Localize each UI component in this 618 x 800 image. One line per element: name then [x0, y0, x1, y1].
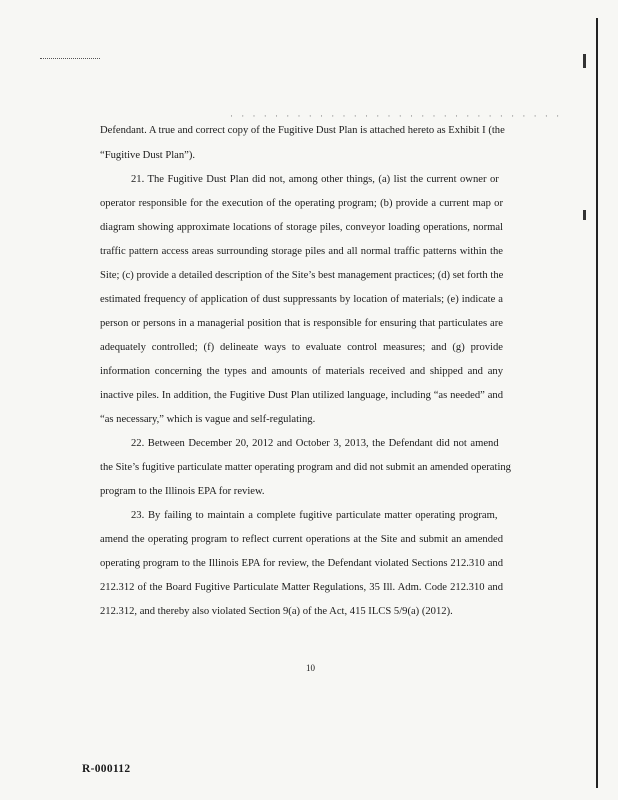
scan-noise: · · · · · · · · · · · · · · · · · · · · · · · · · · · · · ·	[230, 111, 563, 121]
body-line: estimated frequency of application of dust suppressants by location of materials; (e) indicate a	[100, 294, 503, 305]
body-line: diagram showing approximate locations of storage piles, conveyor loading operations, normal	[100, 222, 503, 233]
body-line: traffic pattern access areas surrounding storage piles and all normal traffic patterns within the	[100, 246, 503, 257]
body-line: person or persons in a managerial position that is responsible for ensuring that particulates are	[100, 318, 503, 329]
bates-number: R-000112	[82, 763, 131, 775]
body-line: Site; (c) provide a detailed description of the Site’s best management practices; (d) set forth the	[100, 270, 504, 281]
scan-edge-tick	[583, 210, 586, 220]
paragraph-21-line: 21. The Fugitive Dust Plan did not, among other things, (a) list the current owner or	[131, 174, 499, 185]
body-line: adequately controlled; (f) delineate ways to evaluate control measures; and (g) provide	[100, 342, 503, 353]
body-line: amend the operating program to reflect current operations at the Site and submit an amended	[100, 534, 503, 545]
body-line: information concerning the types and amounts of materials received and shipped and any	[100, 366, 503, 377]
body-line: “as necessary,” which is vague and self-regulating.	[100, 414, 316, 425]
paragraph-23-line: 23. By failing to maintain a complete fugitive particulate matter operating program,	[131, 510, 498, 521]
scan-edge-line	[596, 18, 598, 788]
body-line: inactive piles. In addition, the Fugitive Dust Plan utilized language, including “as needed” and	[100, 390, 503, 401]
page-number: 10	[306, 663, 315, 673]
paragraph-22-line: 22. Between December 20, 2012 and October 3, 2013, the Defendant did not amend	[131, 438, 499, 449]
body-line: operator responsible for the execution of the operating program; (b) provide a current map or	[100, 198, 503, 209]
body-line: 212.312, and thereby also violated Section 9(a) of the Act, 415 ILCS 5/9(a) (2012).	[100, 606, 453, 617]
body-line: the Site’s fugitive particulate matter operating program and did not submit an amended operating	[100, 462, 511, 473]
scan-edge-tick	[583, 54, 586, 68]
body-line: program to the Illinois EPA for review.	[100, 486, 265, 497]
body-line: “Fugitive Dust Plan”).	[100, 150, 196, 161]
body-line: Defendant. A true and correct copy of the Fugitive Dust Plan is attached hereto as Exhibit I (the	[100, 125, 505, 136]
body-line: operating program to the Illinois EPA for review, the Defendant violated Sections 212.310 and	[100, 558, 503, 569]
body-line: 212.312 of the Board Fugitive Particulate Matter Regulations, 35 Ill. Adm. Code 212.310 and	[100, 582, 503, 593]
scan-noise	[40, 58, 100, 60]
